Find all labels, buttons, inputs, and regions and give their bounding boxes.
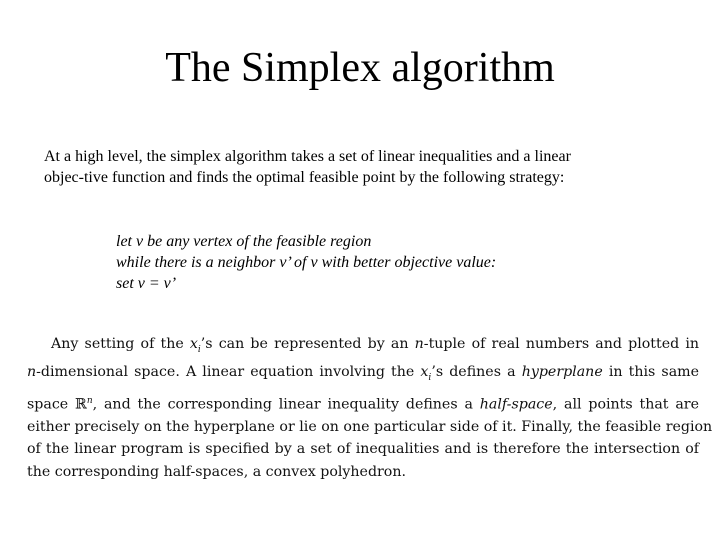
math-subscript: i [197,344,201,355]
intro-line: objec-tive function and finds the optimal feasible point by the following strategy: [44,169,565,186]
excerpt-line [27,390,699,416]
excerpt-line [27,333,699,361]
excerpt-line [27,361,699,389]
math-variable: n [27,364,37,381]
excerpt-line: the corresponding half-spaces, a convex polyhedron. [27,463,406,480]
math-set-symbol: ℝ [75,396,87,413]
slide-title: The Simplex algorithm [165,45,555,91]
pseudocode-block [116,231,636,294]
intro-paragraph [44,146,684,188]
excerpt-text: -tuple of real numbers and plotted in [423,336,699,352]
pseudocode-line: while there is a neighbor v’ of v with better objective value: [116,254,497,271]
excerpt-line: of the linear program is specified by a set of inequalities and is therefore the intersection of [27,441,699,458]
math-variable: n [414,336,424,352]
textbook-excerpt [27,333,713,483]
excerpt-text: Any setting of the [51,336,190,352]
excerpt-text: in this same [602,364,699,381]
excerpt-line: either precisely on the hyperplane or lie on one particular side of it. Finally, the feasible region [27,418,713,435]
excerpt-text: -dimensional space. A linear equation involving the [36,364,421,381]
excerpt-text: , and the corresponding linear inequality defines a [92,396,480,413]
emphasized-term: hyperplane [521,364,603,381]
excerpt-text: ’s defines a [431,364,522,381]
math-variable: x [189,336,198,352]
intro-line: At a high level, the simplex algorithm takes a set of linear inequalities and a linear [44,148,571,165]
pseudocode-line: let v be any vertex of the feasible region [116,233,372,250]
math-variable: x [420,364,429,381]
excerpt-text: ’s can be represented by an [200,336,415,352]
pseudocode-line: set v = v’ [116,275,177,292]
math-superscript: n [86,395,93,406]
math-subscript: i [428,373,432,384]
excerpt-text: , all points that are [552,396,699,413]
emphasized-term: half-space [479,396,553,413]
excerpt-text: space [27,396,76,413]
